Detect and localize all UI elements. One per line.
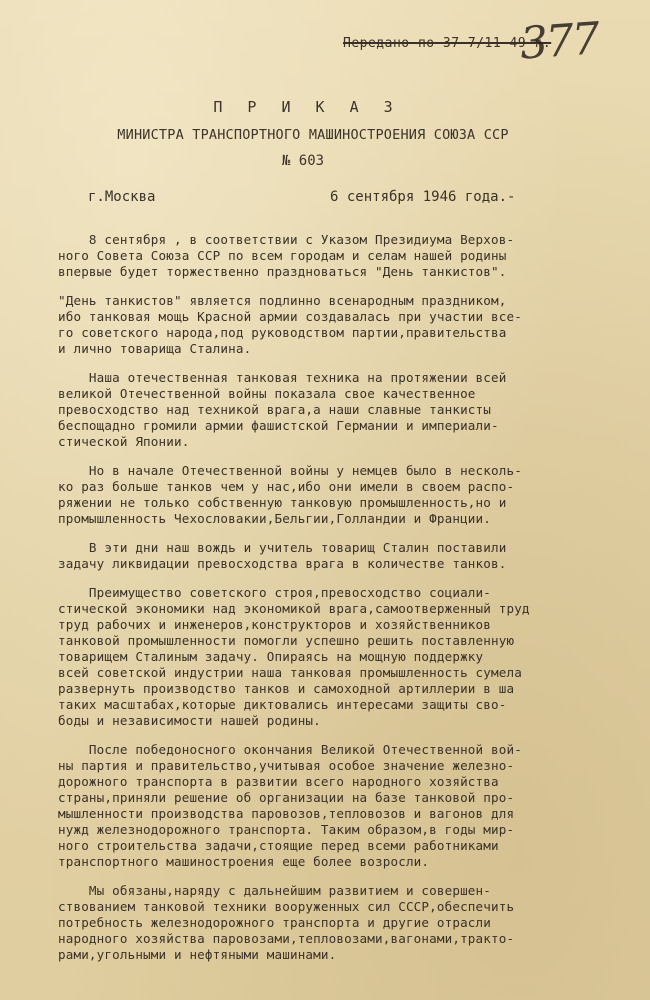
date: 6 сентября 1946 года.- — [330, 189, 516, 205]
paragraph-line: Преимущество советского строя,превосходство социали- — [58, 585, 491, 600]
paragraph — [58, 883, 648, 963]
order-number: № 603 — [281, 153, 325, 169]
paragraph-line: народного хозяйства паровозами,тепловозами,вагонами,тракто- — [58, 931, 515, 946]
handwritten-number: 377 — [518, 13, 600, 70]
paragraph-line: В эти дни наш вождь и учитель товарищ Сталин поставили — [58, 540, 507, 555]
paragraph-line: промышленность Чехословакии,Бельгии,Голландии и Франции. — [58, 511, 491, 526]
paragraph — [58, 540, 648, 572]
paragraph-line: товарищем Сталиным задачу. Опираясь на мощную поддержку — [58, 649, 484, 664]
document-title: П Р И К А З — [213, 98, 401, 116]
paragraph-line: ного строительства задачи,стоящие перед всеми работниками — [58, 838, 499, 853]
paragraph — [58, 293, 648, 357]
paragraph-line: задачу ликвидации превосходства врага в количестве танков. — [58, 556, 507, 571]
paragraph-line: беспощадно громили армии фашистской Германии и империали- — [58, 418, 499, 433]
paragraph-line: "День танкистов" является подлинно всенародным праздником, — [58, 293, 507, 308]
paragraph-line: и лично товарища Сталина. — [58, 341, 252, 356]
paragraph — [58, 585, 648, 729]
paragraph-line: транспортного машиностроения еще более возросли. — [58, 854, 430, 869]
transfer-note-text: Передано по 37 7/11-49 г. — [343, 36, 552, 51]
paragraph-line: ны партия и правительство,учитывая особое значение железно- — [58, 758, 515, 773]
paragraph-line: Мы обязаны,наряду с дальнейшим развитием и совершен- — [58, 883, 491, 898]
paragraph-line: таких масштабах,которые диктовались интересами защиты сво- — [58, 697, 507, 712]
paragraph-line: дорожного транспорта в развитии всего народного хозяйства — [58, 774, 499, 789]
order-body — [58, 232, 648, 976]
paragraph-line: ряжении не только собственную танковую промышленность,но и — [58, 495, 507, 510]
paragraph-line: стической Японии. — [58, 434, 190, 449]
place: г.Москва — [88, 189, 156, 205]
paragraph-line: 8 сентября , в соответствии с Указом Президиума Верхов- — [58, 232, 515, 247]
paragraph-line: всей советской индустрии наша танковая промышленность сумела — [58, 665, 522, 680]
paragraph-line: мышленности производства паровозов,тепловозов и вагонов для — [58, 806, 515, 821]
document-subtitle: МИНИСТРА ТРАНСПОРТНОГО МАШИНОСТРОЕНИЯ СОЮЗА ССР — [117, 127, 509, 143]
paragraph-line: ного Совета Союза ССР по всем городам и селам нашей родины — [58, 248, 507, 263]
paragraph-line: стической экономики над экономикой врага,самоотверженный труд — [58, 601, 530, 616]
paragraph-line: го советского народа,под руководством партии,правительства — [58, 325, 507, 340]
paragraph-line: нужд железнодорожного транспорта. Таким образом,в годы мир- — [58, 822, 515, 837]
paragraph-line: превосходство над техникой врага,а наши славные танкисты — [58, 402, 491, 417]
paragraph-line: ибо танковая мощь Красной армии создавалась при участии все- — [58, 309, 522, 324]
paragraph — [58, 232, 648, 280]
paragraph-line: великой Отечественной войны показала свое качественное — [58, 386, 476, 401]
paragraph-line: танковой промышленности помогли успешно решить поставленную — [58, 633, 515, 648]
paragraph-line: труд рабочих и инженеров,конструкторов и хозяйственников — [58, 617, 491, 632]
paragraph — [58, 370, 648, 450]
paragraph-line: впервые будет торжественно праздноваться "День танкистов". — [58, 264, 507, 279]
paragraph-line: После победоносного окончания Великой Отечественной вой- — [58, 742, 522, 757]
paragraph-line: рами,угольными и нефтяными машинами. — [58, 947, 337, 962]
paragraph-line: страны,приняли решение об организации на базе танковой про- — [58, 790, 515, 805]
paragraph-line: боды и независимости нашей родины. — [58, 713, 321, 728]
paragraph — [58, 742, 648, 870]
paragraph-line: ствованием танковой техники вооруженных сил СССР,обеспечить — [58, 899, 515, 914]
paragraph-line: ко раз больше танков чем у нас,ибо они имели в своем распо- — [58, 479, 515, 494]
paragraph-line: развернуть производство танков и самоходной артиллерии в ша — [58, 681, 515, 696]
paragraph-line: Но в начале Отечественной войны у немцев было в несколь- — [58, 463, 522, 478]
paragraph — [58, 463, 648, 527]
paragraph-line: Наша отечественная танковая техника на протяжении всей — [58, 370, 507, 385]
paragraph-line: потребность железнодорожного транспорта и другие отрасли — [58, 915, 491, 930]
